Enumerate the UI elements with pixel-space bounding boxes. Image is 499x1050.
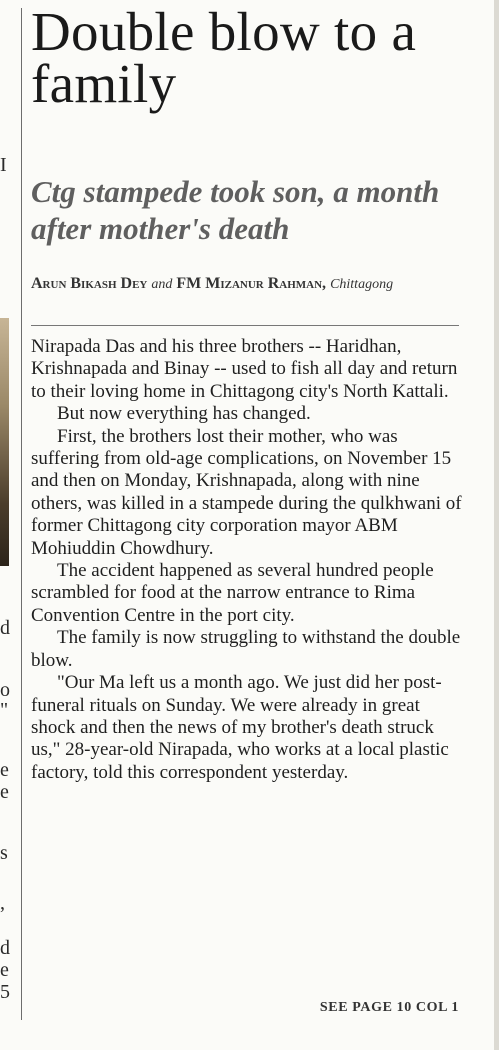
body-paragraph: Nirapada Das and his three brothers -- Haridhan, Krishnapada and Binay -- used to fish all day and return to their loving home in Chittagong city's North Kattali.: [31, 336, 458, 402]
adjacent-text-fragment: e: [0, 782, 9, 802]
body-paragraph: The family is now struggling to withstand the double blow.: [31, 627, 461, 671]
article-body: [31, 336, 467, 784]
adjacent-text-fragment: d: [0, 618, 10, 638]
body-paragraph: First, the brothers lost their mother, who was suffering from old-age complications, on November 15 and then on Monday, Krishnapada, along with nine others, was killed in a stampede during the qulkhwani of former Chittagong city corporation mayor ABM Mohiuddin Chowdhury.: [31, 425, 462, 559]
byline-author-2: FM Mizanur Rahman,: [176, 275, 327, 292]
body-paragraph: The accident happened as several hundred people scrambled for food at the narrow entrance to Rima Convention Centre in the port city.: [31, 560, 434, 626]
headline: Double blow to a family: [31, 1, 417, 114]
byline-rule: [31, 325, 459, 326]
byline-location: Chittagong: [330, 277, 394, 292]
body-paragraph: "Our Ma left us a month ago. We just did her post-funeral rituals on Sunday. We were already in great shock and then the news of my brother's death struck us," 28-year-old Nirapada, who works at a local plastic factory, told this correspondent yesterday.: [31, 672, 449, 783]
body-paragraph: But now everything has changed.: [57, 403, 311, 425]
column-divider: [21, 8, 22, 1020]
byline-conjunction: and: [151, 277, 173, 292]
adjacent-text-fragment: ,: [0, 893, 5, 913]
adjacent-text-fragment: d: [0, 938, 10, 958]
continuation-line: SEE PAGE 10 COL 1: [319, 1000, 459, 1015]
subheadline: Ctg stampede took son, a month after mother's death: [31, 174, 440, 246]
page-edge: [494, 0, 499, 1050]
adjacent-text-fragment: I: [0, 155, 7, 175]
byline-author-1: Arun Bikash Dey: [31, 275, 148, 292]
adjacent-text-fragment: ": [0, 700, 9, 720]
adjacent-photo-strip: [0, 318, 9, 566]
adjacent-text-fragment: s: [0, 843, 8, 863]
adjacent-text-fragment: e: [0, 960, 9, 980]
adjacent-text-fragment: 5: [0, 982, 10, 1002]
adjacent-text-fragment: o: [0, 680, 10, 700]
byline: [31, 273, 471, 296]
adjacent-column: [0, 0, 14, 1050]
adjacent-text-fragment: e: [0, 760, 9, 780]
